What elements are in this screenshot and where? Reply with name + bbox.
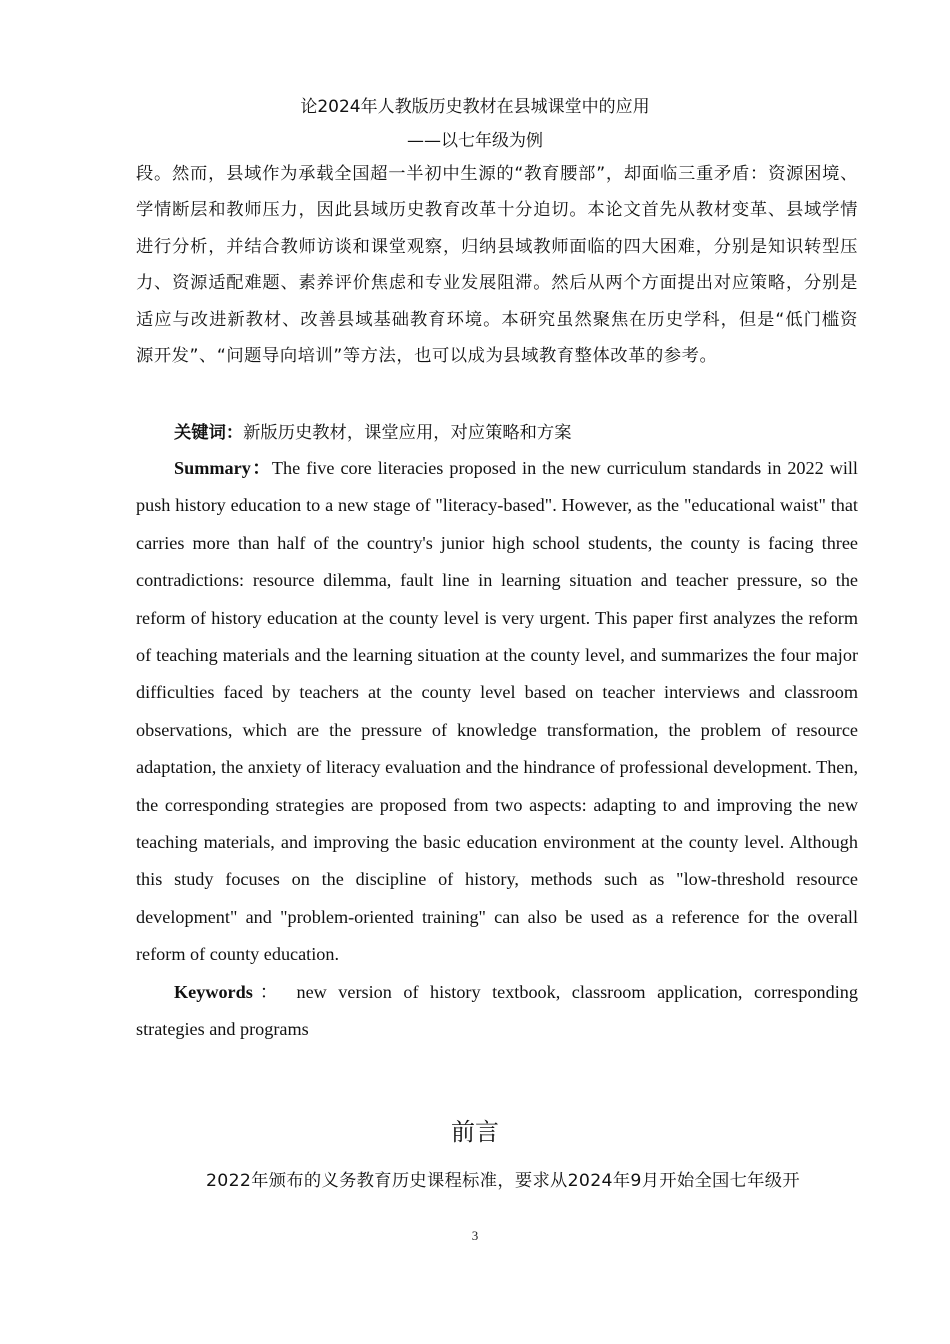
chinese-abstract: 段。然而，县域作为承载全国超一半初中生源的“教育腰部”，却面临三重矛盾：资源困境、学情断层和教师压力，因此县域历史教育改革十分迫切。本论文首先从教材变革、县域学情进行分析，并结合教师访谈和课堂观察，归纳县域教师面临的四大困难，分别是知识转型压力、资源适配难题、素养评价焦虑和专业发展阻滞。然后从两个方面提出对应策略，分别是适应与改进新教材、改善县域基础教育环境。本研究虽然聚焦在历史学科，但是“低门槛资源开发”、“问题导向培训”等方法，也可以成为县域教育整体改革的参考。: [136, 164, 858, 367]
summary-label: Summary：: [174, 458, 272, 478]
chinese-keywords-label: 关键词：: [174, 423, 244, 443]
summary-text: The five core literacies proposed in the new curriculum standards in 2022 will push history education to a new stage of "literacy-based". However, as the "educational waist" that carries more than half of the country's junior high school students, the county is facing three contradictions: resource dilemma, fault line in learning situation and teacher pressure, so the reform of history education at the county level is very urgent. This paper first analyzes the reform of teaching materials and the learning situation at the county level, and summarizes the four major difficulties faced by teachers at the county level based on teacher interviews and classroom observations, which are the pressure of knowledge transformation, the problem of resource adaptation, the anxiety of literacy evaluation and the hindrance of professional development. Then, the corresponding strategies are proposed from two aspects: adapting to and improving the new teaching materials, and improving the basic education environment at the county level. Although this study focuses on the discipline of history, methods such as "low-threshold resource development" and "problem-oriented training" can also be used as a reference for the overall reform of county education.: [136, 458, 858, 965]
english-summary: [136, 450, 858, 974]
keywords-label: Keywords: [174, 981, 253, 1002]
english-keywords: [136, 974, 858, 1049]
paper-subtitle: ——以七年级为例: [407, 131, 543, 151]
keywords-separator: ：: [252, 981, 285, 1002]
english-abstract-block: [136, 450, 858, 1049]
keywords-text: new version of history textbook, classroom application, corresponding strategies and programs: [136, 981, 858, 1040]
paper-title: 论2024年人教版历史教材在县城课堂中的应用: [300, 97, 650, 117]
page-number: 3: [471, 1228, 479, 1243]
preface-heading: 前言: [451, 1118, 499, 1146]
preface-first-line: 2022年颁布的义务教育历史课程标准，要求从2024年9月开始全国七年级开: [206, 1171, 800, 1191]
chinese-keywords-text: 新版历史教材，课堂应用，对应策略和方案: [243, 423, 572, 443]
chinese-keywords: [174, 418, 572, 448]
